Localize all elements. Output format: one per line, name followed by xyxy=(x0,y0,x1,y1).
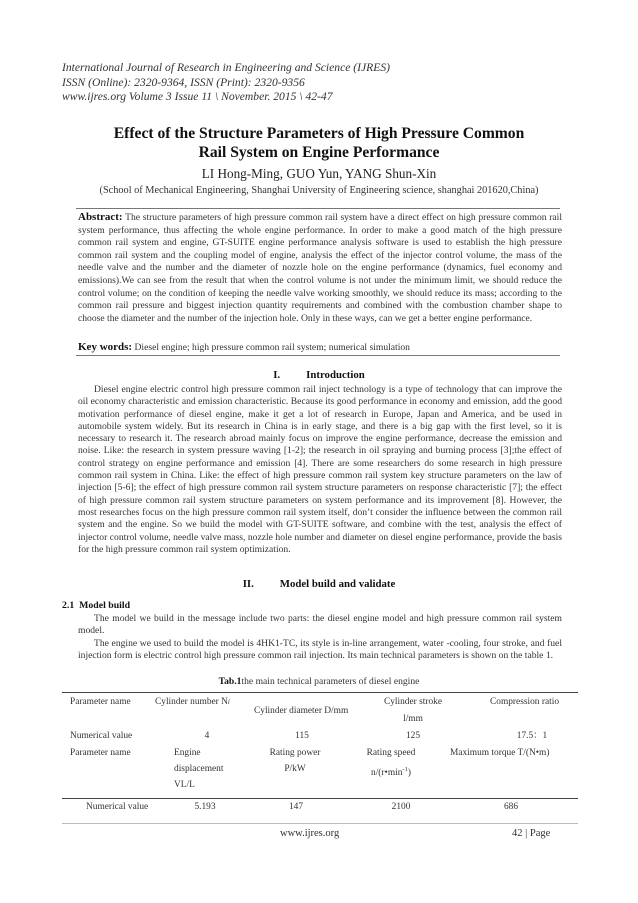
row1-compression-ratio: Compression ratio xyxy=(490,697,560,707)
row1-cylinder-number-text: Cylinder number N xyxy=(155,697,228,707)
footer-rule xyxy=(62,823,578,824)
journal-header xyxy=(62,61,582,105)
section-2-paragraph-1: The model we build in the message include two parts: the diesel engine model and high pressure common rail system model. xyxy=(78,613,562,637)
section-1-title: Introduction xyxy=(306,369,365,381)
table-caption-label: Tab.1 xyxy=(218,676,242,687)
row4-speed-value: 2100 xyxy=(391,802,411,812)
subsection-2-1-number: 2.1 xyxy=(62,600,75,611)
abstract-bottom-rule xyxy=(76,355,560,356)
row1-cylinder-stroke-line1: Cylinder stroke xyxy=(383,697,443,707)
section-2-heading xyxy=(60,578,578,591)
row3-maximum-torque: Maximum torque T/(N•m) xyxy=(450,748,550,758)
row3-rating-speed-line1: Rating speed xyxy=(366,748,416,758)
table-bottom-rule xyxy=(62,798,578,799)
authors: LI Hong-Ming, GUO Yun, YANG Shun-Xin xyxy=(201,166,437,181)
row3-rating-speed-sup: -1 xyxy=(402,765,408,773)
row2-compression-ratio-value: 17.5：1 xyxy=(516,731,548,741)
section-2-number: II. xyxy=(242,578,254,590)
affiliation: (School of Mechanical Engineering, Shanghai University of Engineering science, shanghai 201620,China) xyxy=(99,185,539,196)
row3-parameter-name: Parameter name xyxy=(70,748,131,758)
row1-cylinder-number-sub: i xyxy=(227,698,230,706)
row2-cylinder-number-value: 4 xyxy=(204,731,210,741)
abstract-label: Abstract: xyxy=(78,211,123,223)
abstract-text: The structure parameters of high pressure common rail system have a direct effect on high pressure common rail system performance, thus affecting the whole engine performance. In order to make a good match of the high pressure common rail system and engine, GT-SUITE engine performance analysis software is used to establish the high pressure common rail system and the coupling model of engine, analysis the effect of the injector control volume, the mass of the needle valve and the number and the diameter of nozzle hole on the engine performance (dynamics, fuel economy and emissions).We can see from the result that when the control volume is not under the minimum limit, we should reduce the control volume; on the condition of keeping the needle valve working smoothly, we should reduce its mass; according to the common rail pressure and biggest injection quantity requirements and combined with the combustion chamber shape to choose the diameter and the number of the injection hole. Only in these ways, can we get a better engine performance. xyxy=(78,212,562,324)
section-1-body xyxy=(78,384,562,556)
row3-rating-speed xyxy=(358,748,424,780)
section-2-paragraph-2: The engine we used to build the model is 4HK1-TC, its style is in-line arrangement, water -cooling, four stroke, and fuel injection form is electric control high pressure common rail injection. Its main technical parameters is shown on the table 1. xyxy=(78,637,562,661)
journal-volume: www.ijres.org Volume 3 Issue 11 \ November. 2015 \ 42-47 xyxy=(62,90,333,104)
keywords-label: Key words: xyxy=(78,341,133,353)
subsection-2-1-heading xyxy=(62,600,130,611)
row3-rating-speed-unit: n/(r•min xyxy=(371,767,403,778)
subsection-2-1-title: Model build xyxy=(79,600,131,611)
table-caption-text: the main technical parameters of diesel engine xyxy=(241,676,420,687)
abstract-top-rule xyxy=(76,208,560,209)
journal-name: International Journal of Research in Engineering and Science (IJRES) xyxy=(62,61,390,74)
title-line-1: Effect of the Structure Parameters of High Pressure Common xyxy=(113,125,525,142)
keywords xyxy=(78,341,562,354)
row4-displacement-value: 5.193 xyxy=(194,802,216,812)
row4-power-value: 147 xyxy=(288,802,304,812)
row3-rating-power-line2: P/kW xyxy=(284,763,306,774)
row3-rating-power xyxy=(258,748,332,776)
row4-label: Numerical value xyxy=(86,802,149,812)
abstract xyxy=(78,211,562,325)
row2-cylinder-stroke-value: 125 xyxy=(405,731,421,741)
keywords-text: Diesel engine; high pressure common rail system; numerical simulation xyxy=(134,342,410,353)
footer-url: www.ijres.org xyxy=(280,828,340,839)
row2-cylinder-diameter-value: 115 xyxy=(295,731,309,741)
row1-cylinder-stroke xyxy=(372,697,454,726)
footer-page-number: 42 | Page xyxy=(512,828,551,839)
row3-engine-displacement-line1: Engine xyxy=(174,748,201,758)
parameters-table xyxy=(62,692,578,817)
title-line-2: Rail System on Engine Performance xyxy=(198,144,440,161)
row1-cylinder-diameter: Cylinder diameter D/mm xyxy=(254,706,349,716)
row1-parameter-name: Parameter name xyxy=(70,697,131,707)
section-2-body xyxy=(78,613,562,662)
table-top-rule xyxy=(62,692,578,693)
section-1-heading xyxy=(60,369,578,382)
row1-cylinder-stroke-line2: l/mm xyxy=(403,713,423,724)
section-1-paragraph: Diesel engine electric control high pressure common rail inject technology is a type of technology that can improve the oil economy characteristic and emission characteristic. Because its good performance in economy and emission, add the good motivation performance of diesel engine, make it get a lot of research in Europe, Japan and America, and be used in automobile system widely. But its research in China is in early stage, and there is a big gap with the first level, so it is necessary to research it. The research abroad mainly focus on improve the engine performance, decrease the emission and noise. Like: the research in system pressure waving [1-2]; the research in oil spraying and burning process [3];the effect of control strategy on engine performance and emission [4]. There are some researchers do some research in high pressure common rail system in China. Like: the effect of high pressure common rail system key structure parameters on the law of injection [5-6]; the effect of high pressure common rail system structure parameters on response characteristic [7]; the effect of high pressure common rail system structure parameters on system performance and its improvement [8]. However, the most researches focus on the high pressure common rail system itself, don’t consider the influence between the common rail system and the engine. So we build the model with GT-SUITE software, and combine with the test, analysis the effect of injector control volume, needle valve mass, nozzle hole number and diameter on diesel engine performance, provide the basis for the high pressure common rail system optimization. xyxy=(78,384,562,555)
paper-title xyxy=(60,124,578,162)
journal-issn: ISSN (Online): 2320-9364, ISSN (Print): 2320-9356 xyxy=(62,75,305,89)
table-caption xyxy=(60,676,578,687)
row3-rating-power-line1: Rating power xyxy=(269,748,321,758)
row2-label: Numerical value xyxy=(70,731,133,741)
row3-engine-displacement-line2: displacement xyxy=(174,763,224,774)
row1-cylinder-number xyxy=(155,697,230,709)
row3-engine-displacement-line3: VL/L xyxy=(174,779,195,790)
section-1-number: I. xyxy=(273,369,281,381)
row3-rating-speed-close: ) xyxy=(407,767,411,778)
row4-torque-value: 686 xyxy=(503,802,519,812)
row3-engine-displacement xyxy=(174,748,223,791)
row3-rating-speed-line2 xyxy=(358,764,424,780)
section-2-title: Model build and validate xyxy=(279,578,396,590)
